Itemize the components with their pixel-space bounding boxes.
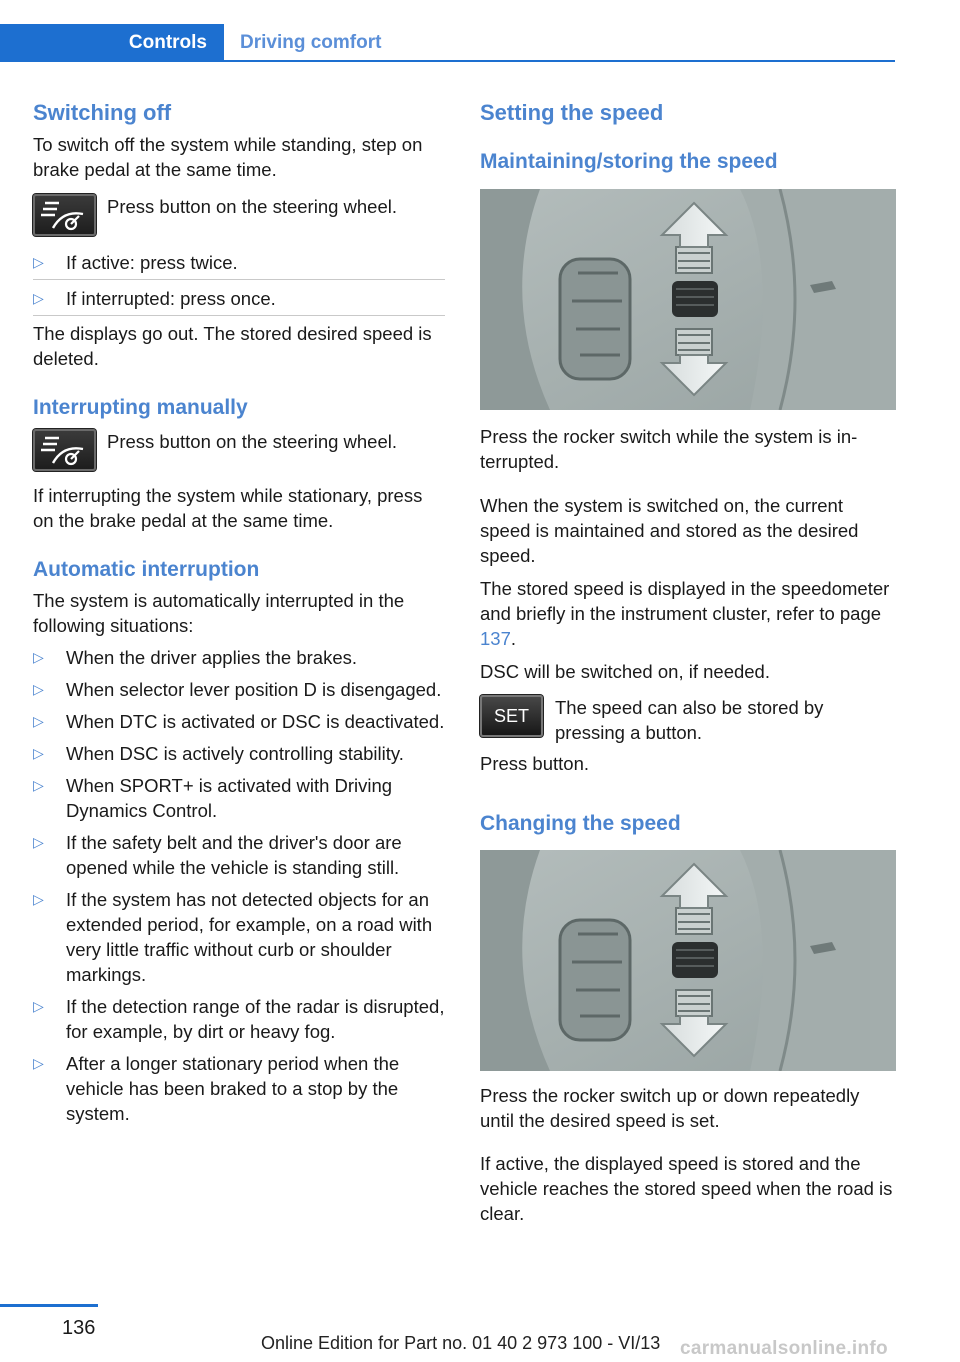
steering-wheel-rocker-photo xyxy=(480,850,896,1071)
header-rule xyxy=(0,60,895,62)
footer-rule xyxy=(0,1304,98,1307)
cruise-control-icon xyxy=(33,429,96,471)
switching-off-intro: To switch off the system while standing, step on brake pedal at the same time. xyxy=(33,134,423,180)
list-item: ▷ If the safety belt and the driver's door are opened while the vehicle is standing still. xyxy=(33,832,402,878)
list-item: ▷ When the driver applies the brakes. xyxy=(33,647,358,668)
automatic-intro: The system is automatically interrupted in the following situations: xyxy=(33,590,405,636)
list-item: ▷ After a longer stationary period when the vehicle has been braked to a stop by the system. xyxy=(33,1053,400,1124)
maintaining-p1: Press the rocker switch while the system is interrupted. xyxy=(480,426,858,472)
list-item: ▷ When DSC is actively controlling stability. xyxy=(33,743,404,764)
triangle-right-icon: ▷ xyxy=(33,998,44,1014)
triangle-right-icon: ▷ xyxy=(33,681,44,697)
list-item: ▷ When selector lever position D is disengaged. xyxy=(33,679,442,700)
list-item: ▷ If interrupted: press once. xyxy=(33,286,445,316)
set-text: The speed can also be stored by pressing a button. xyxy=(555,697,824,743)
interrupting-icon-text: Press button on the steering wheel. xyxy=(107,431,398,452)
changing-p1: Press the rocker switch up or down repeatedly until the desired speed is set. xyxy=(480,1085,860,1131)
page-link-137[interactable]: 137 xyxy=(480,628,511,649)
switching-off-icon-text: Press button on the steering wheel. xyxy=(107,196,398,217)
steering-wheel-rocker-photo xyxy=(480,189,896,410)
triangle-right-icon: ▷ xyxy=(33,649,44,665)
maintaining-p4: DSC will be switched on, if needed. xyxy=(480,661,770,682)
triangle-right-icon: ▷ xyxy=(33,891,44,907)
page-number: 136 xyxy=(62,1317,96,1339)
heading-changing-speed: Changing the speed xyxy=(480,812,681,835)
list-item: ▷ If active: press twice. xyxy=(33,250,445,280)
triangle-right-icon: ▷ xyxy=(33,834,44,850)
triangle-right-icon: ▷ xyxy=(33,254,44,270)
cruise-control-icon xyxy=(33,194,96,236)
set-button-icon: SET xyxy=(480,695,543,737)
list-item: ▷ When DTC is activated or DSC is deactivated. xyxy=(33,711,445,732)
heading-interrupting-manually: Interrupting manually xyxy=(33,396,248,419)
set-button-row xyxy=(480,695,896,745)
heading-setting-speed: Setting the speed xyxy=(480,100,664,125)
maintaining-p2: When the system is switched on, the current speed is maintained and stored as the desired speed. xyxy=(480,495,859,566)
edition-text: Online Edition for Part no. 01 40 2 973 100 - VI/13 xyxy=(261,1333,661,1353)
triangle-right-icon: ▷ xyxy=(33,1055,44,1071)
list-item: ▷ If the detection range of the radar is disrupted, for example, by dirt or heavy fog. xyxy=(33,996,445,1042)
heading-automatic-interruption: Automatic interruption xyxy=(33,558,260,581)
watermark: carmanualsonline.info xyxy=(680,1338,888,1359)
switching-off-after: The displays go out. The stored desired speed is deleted. xyxy=(33,323,432,369)
switching-off-list xyxy=(33,250,445,316)
triangle-right-icon: ▷ xyxy=(33,290,44,306)
interrupting-text: If interrupting the system while stationary, press on the brake pedal at the same time. xyxy=(33,485,423,531)
maintaining-p3: The stored speed is displayed in the speedometer and briefly in the instrument cluster, refer to page 137. xyxy=(480,578,890,649)
maintaining-p5: Press button. xyxy=(480,753,590,774)
right-column xyxy=(480,100,896,1226)
changing-p2: If active, the displayed speed is stored and the vehicle reaches the stored speed when the road is clear. xyxy=(480,1153,893,1224)
heading-maintaining-speed: Maintaining/storing the speed xyxy=(480,150,778,173)
interrupting-icon-row xyxy=(33,429,445,471)
triangle-right-icon: ▷ xyxy=(33,745,44,761)
tab-driving-comfort[interactable]: Driving comfort xyxy=(240,32,382,53)
list-item: ▷ If the system has not detected objects for an extended period, for example, on a road with very little traffic without curb or shoulder markings. xyxy=(33,889,433,985)
page-header xyxy=(0,0,895,62)
automatic-list xyxy=(33,645,445,1126)
heading-switching-off: Switching off xyxy=(33,100,172,125)
triangle-right-icon: ▷ xyxy=(33,777,44,793)
left-column xyxy=(33,100,445,1126)
triangle-right-icon: ▷ xyxy=(33,713,44,729)
tab-controls[interactable]: Controls xyxy=(0,24,224,62)
switching-off-icon-row xyxy=(33,194,445,236)
list-item: ▷ When SPORT+ is activated with Driving Dynamics Control. xyxy=(33,775,393,821)
